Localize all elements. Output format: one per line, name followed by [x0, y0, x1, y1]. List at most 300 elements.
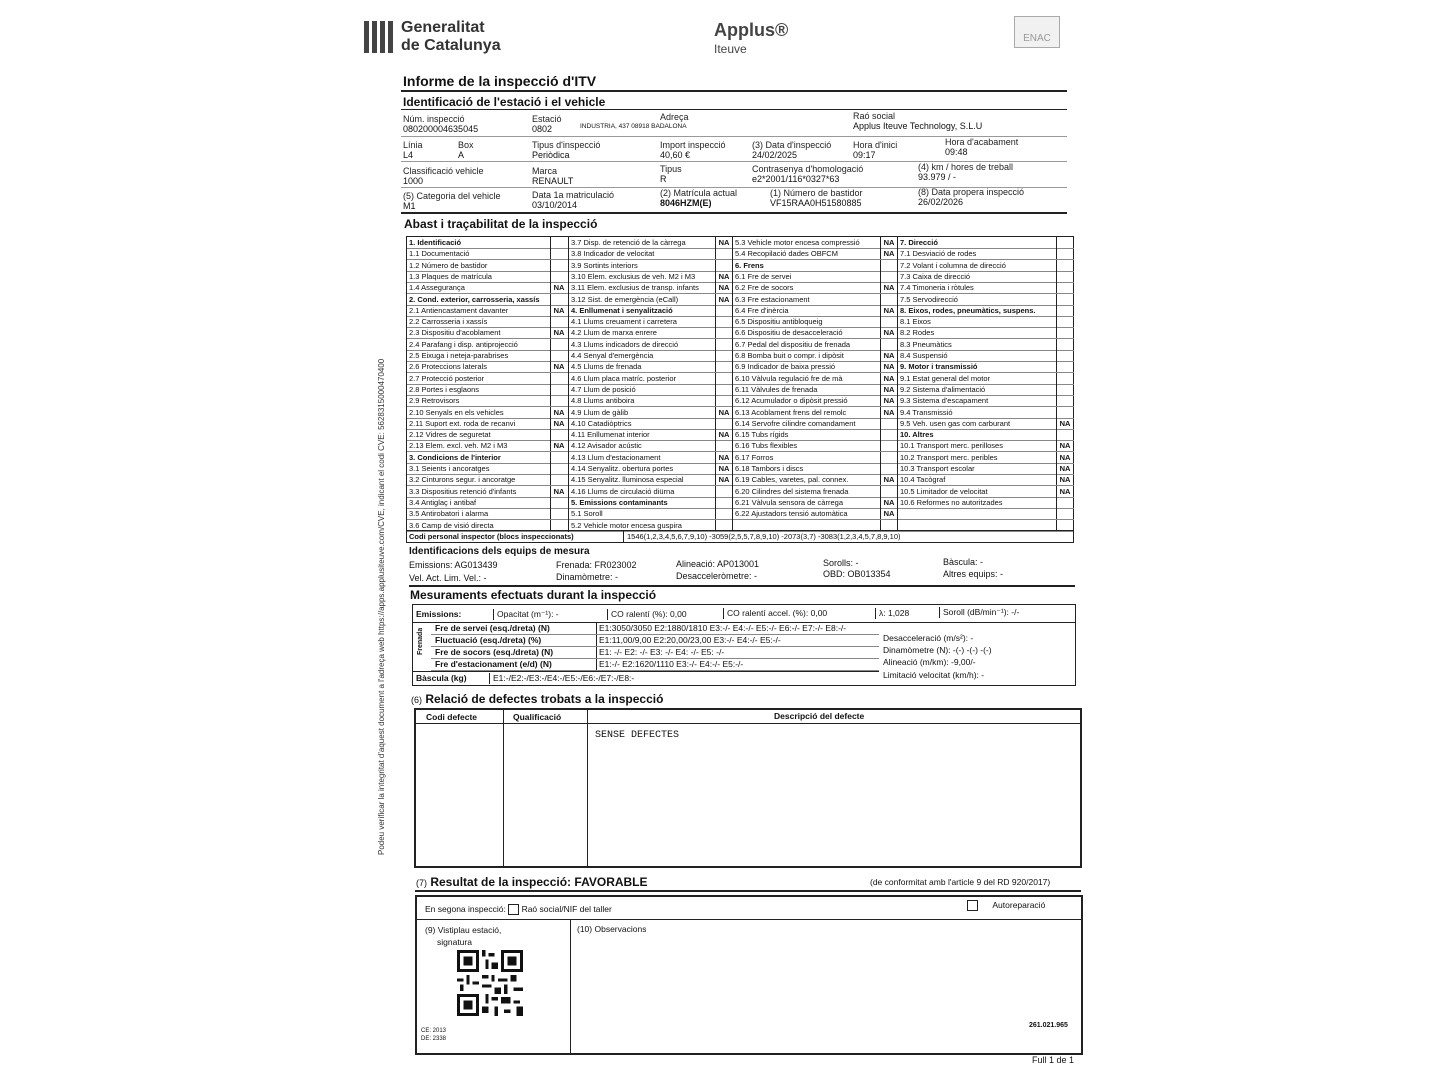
scope-item-na	[550, 429, 567, 440]
scope-item-label: 4.6 Llum placa matríc. posterior	[571, 373, 677, 383]
scope-item	[733, 361, 898, 373]
scope-item-na	[550, 260, 567, 271]
field-marca: Marca RENAULT	[532, 166, 574, 186]
field-tipus-inspeccio: Tipus d'inspecció Periòdica	[532, 140, 601, 160]
result-prefix: (7)	[416, 878, 427, 888]
defects-title	[411, 692, 663, 706]
scope-item-label: 10.6 Reformes no autoritzades	[900, 497, 1003, 507]
scope-item	[733, 474, 898, 486]
scope-item-na	[550, 350, 567, 361]
scope-item-na	[715, 373, 732, 384]
scope-item-label: 9. Motor i transmissió	[900, 362, 978, 372]
scope-item	[733, 440, 898, 452]
scope-item	[407, 350, 568, 362]
scope-item	[733, 237, 898, 249]
scope-item	[898, 237, 1074, 249]
scope-item-na	[1056, 520, 1073, 531]
field-box: Box A	[458, 140, 474, 160]
scope-item	[407, 327, 568, 339]
scope-item-na	[1056, 305, 1073, 316]
alineacio-value: Alineació (m/km): -9,00/-	[883, 657, 976, 667]
page-indicator: Full 1 de 1	[1032, 1055, 1075, 1065]
scope-item-label: 4.11 Enllumenat interior	[571, 430, 650, 440]
scope-item-na	[1056, 248, 1073, 259]
scope-item	[733, 486, 898, 498]
field-data-matriculacio: Data 1a matriculació 03/10/2014	[532, 190, 615, 210]
scope-column	[732, 237, 898, 531]
scope-item-na	[550, 271, 567, 282]
scope-item	[733, 305, 898, 317]
autoreparacio-checkbox[interactable]	[967, 900, 978, 911]
scope-item	[898, 497, 1074, 509]
scope-item-na	[880, 463, 897, 474]
brake-row-value: E1:11,00/9,00 E2:20,00/23,00 E3:-/- E4:-/- E5:-/-	[596, 635, 781, 646]
scope-item-na	[880, 294, 897, 305]
scope-item-label: 6.10 Vàlvula regulació fre de mà	[735, 373, 843, 383]
scope-item-label: 10.1 Transport merc. perilloses	[900, 441, 1003, 451]
equip-bascula: Bàscula: -	[943, 557, 984, 567]
scope-item	[407, 508, 568, 520]
scope-item	[898, 361, 1074, 373]
scope-item-label: 10. Altres	[900, 430, 934, 440]
scope-item-na	[1056, 373, 1073, 384]
taller-checkbox[interactable]	[508, 904, 519, 915]
scope-item-na: NA	[550, 327, 567, 338]
scope-item-na: NA	[880, 350, 897, 361]
scope-column	[897, 237, 1074, 531]
scope-item-label: 5.4 Recopilació dades OBFCM	[735, 249, 838, 259]
scope-item	[569, 248, 733, 260]
scope-item	[733, 418, 898, 430]
scope-item-label: 2.5 Eixuga i neteja-parabrises	[409, 351, 509, 360]
scope-item	[569, 271, 733, 283]
scope-item	[898, 384, 1074, 396]
scope-item-na	[550, 294, 567, 305]
dinamometre-value: Dinamòmetre (N): -(-) -(-) -(-)	[883, 645, 992, 655]
scope-item-label: 7. Direcció	[900, 238, 938, 247]
scope-item-label: 4.14 Senyalitz. obertura portes	[571, 464, 674, 473]
scope-item-label: 9.2 Sistema d'alimentació	[900, 384, 986, 394]
scope-item	[898, 282, 1074, 294]
equip-frenada: Frenada: FR023002	[556, 560, 637, 570]
document-title: Informe de la inspecció d'ITV	[403, 73, 597, 89]
scope-item-label: 4.2 Llum de marxa enrere	[571, 328, 657, 338]
scope-item-na	[715, 260, 732, 271]
scope-item-label: 10.5 Limitador de velocitat	[900, 486, 988, 496]
observacions-label: (10) Observacions	[577, 924, 647, 934]
scope-item	[898, 395, 1074, 407]
scope-item-na	[1056, 350, 1073, 361]
verification-side-text: Podeu verificar la integritat d'aquest document a l'adreça web https://apps.applusiteuve.com/CVE, indicant el codi CVE: 5628315000470400	[377, 358, 386, 855]
scope-item	[407, 237, 568, 249]
field-hora-inici: Hora d'inici 09:17	[853, 140, 898, 160]
scope-item-na	[715, 327, 732, 338]
scope-item-na: NA	[550, 418, 567, 429]
scope-item-na: NA	[880, 237, 897, 248]
scope-item	[733, 339, 898, 351]
scope-item	[569, 407, 733, 419]
scope-item	[407, 429, 568, 441]
scope-item-na: NA	[1056, 463, 1073, 474]
scope-item-label: 6. Frens	[735, 260, 764, 270]
scope-item	[733, 463, 898, 475]
scope-item-label: 3.6 Camp de visió directa	[409, 520, 494, 530]
field-matricula: (2) Matrícula actual 8046HZM(E)	[660, 188, 738, 208]
scope-item-label: 10.2 Transport merc. peribles	[900, 452, 998, 462]
visti-plau-line-2: signatura	[437, 937, 472, 947]
scope-item-label: 4.4 Senyal d'emergència	[571, 351, 654, 360]
scope-item	[898, 474, 1074, 486]
defect-entry: SENSE DEFECTES	[595, 730, 680, 741]
scope-item-na	[715, 418, 732, 429]
field-linia: Línia L4	[403, 140, 423, 160]
scope-item-na: NA	[1056, 440, 1073, 451]
equip-sorolls: Sorolls: -	[823, 558, 859, 568]
scope-item-label: 8.4 Suspensió	[900, 351, 948, 360]
scope-item	[407, 474, 568, 486]
scope-item-na	[715, 316, 732, 327]
scope-item-na: NA	[880, 474, 897, 485]
scope-item	[733, 260, 898, 272]
field-data-inspeccio: (3) Data d'inspecció 24/02/2025	[752, 140, 832, 160]
scope-item	[569, 350, 733, 362]
scope-item-na	[880, 339, 897, 350]
scope-item-na	[715, 395, 732, 406]
scope-item-label: 3.7 Disp. de retenció de la càrrega	[571, 238, 686, 247]
scope-item-label: 2.13 Elem. excl. veh. M2 i M3	[409, 441, 508, 451]
scope-item	[569, 429, 733, 441]
co-accel-value: CO ralentí accel. (%): 0,00	[723, 608, 827, 619]
scope-item-label: 6.7 Pedal del dispositiu de frenada	[735, 339, 851, 349]
scope-item-na: NA	[880, 248, 897, 259]
brake-row-value: E1:-/- E2:1620/1110 E3:-/- E4:-/- E5:-/-	[596, 659, 743, 670]
scope-item	[898, 294, 1074, 306]
scope-item-na: NA	[880, 508, 897, 519]
scope-item-label: 7.1 Desviació de rodes	[900, 249, 977, 259]
scope-item-label: 4.7 Llum de posició	[571, 384, 636, 394]
scope-item-na	[715, 440, 732, 451]
scope-item-label: 1.2 Número de bastidor	[409, 260, 488, 270]
scope-item	[569, 361, 733, 373]
applus-logo: Applus®	[714, 20, 789, 40]
scope-item-na: NA	[1056, 486, 1073, 497]
measurements-title: Mesuraments efectuats durant la inspecció	[410, 588, 657, 602]
scope-item-label: 2.6 Proteccions laterals	[409, 362, 487, 372]
scope-item-label: 4.13 Llum d'estacionament	[571, 452, 661, 462]
scope-checklist-grid	[406, 236, 1074, 532]
scope-item	[407, 395, 568, 407]
identification-section-title: Identificació de l'estació i el vehicle	[403, 95, 606, 109]
scope-item-na: NA	[880, 373, 897, 384]
scope-item-label: 6.8 Bomba buit o compr. i dipòsit	[735, 351, 844, 360]
field-propera-inspeccio: (8) Data propera inspecció 26/02/2026	[918, 187, 1025, 207]
scope-item-label: 7.3 Caixa de direcció	[900, 271, 971, 281]
field-bastidor: (1) Número de bastidor VF15RAA0H51580885	[770, 188, 863, 208]
scope-item-na: NA	[715, 271, 732, 282]
equip-desaccelerometre: Desacceleròmetre: -	[676, 571, 758, 581]
brake-row-value: E1: -/- E2: -/- E3: -/- E4: -/- E5: -/-	[596, 647, 724, 658]
scope-item-label: 6.14 Servofre cilindre comandament	[735, 418, 856, 428]
scope-item-na	[880, 452, 897, 463]
scope-section-title: Abast i traçabilitat de la inspecció	[404, 217, 598, 231]
limitacio-value: Limitació velocitat (km/h): -	[883, 670, 985, 680]
scope-item	[898, 452, 1074, 464]
scope-item	[407, 271, 568, 283]
scope-item-na: NA	[715, 294, 732, 305]
scope-item-na: NA	[1056, 452, 1073, 463]
scope-item-na	[550, 237, 567, 248]
scope-item-label: 2.11 Suport ext. roda de recanvi	[409, 418, 516, 428]
scope-item	[898, 373, 1074, 385]
scope-item	[407, 260, 568, 272]
scope-item	[407, 452, 568, 464]
scope-item-label: 1.4 Assegurança	[409, 283, 465, 293]
scope-item	[407, 373, 568, 385]
result-legal-note: (de conformitat amb l'article 9 del RD 920/2017)	[870, 877, 1051, 887]
scope-item	[733, 316, 898, 328]
scope-item	[569, 418, 733, 430]
scope-item-label: 8.2 Rodes	[900, 328, 935, 338]
scope-item	[569, 339, 733, 351]
scope-item-na: NA	[715, 463, 732, 474]
scope-item-na	[550, 520, 567, 531]
codi-inspector-row	[406, 530, 1074, 543]
scope-item-label: 5. Emissions contaminants	[571, 497, 668, 507]
scope-item	[898, 339, 1074, 351]
lambda-value: λ: 1,028	[875, 608, 909, 619]
field-import: Import inspecció 40,60 €	[660, 140, 726, 160]
scope-item-label: 6.12 Acumulador o dipòsit pressió	[735, 396, 848, 406]
scope-item-na: NA	[550, 361, 567, 372]
brake-row-label: Fluctuació (esq./dreta) (%)	[435, 635, 542, 645]
desacceleracio-value: Desacceleració (m/s²): -	[883, 633, 974, 643]
scope-item-na	[715, 508, 732, 519]
scope-item-na	[715, 339, 732, 350]
scope-item	[733, 373, 898, 385]
equip-dinamometre: Dinamòmetre: -	[556, 572, 619, 582]
scope-item	[733, 327, 898, 339]
scope-item-label: 2.8 Portes i esglaons	[409, 384, 480, 394]
scope-item-na	[715, 520, 732, 531]
scope-item-label: 6.13 Acoblament frens del remolc	[735, 407, 847, 417]
scope-item-label: 1.1 Documentació	[409, 249, 470, 259]
scope-item	[569, 474, 733, 486]
scope-item-na: NA	[715, 237, 732, 248]
applus-subtitle: Iteuve	[714, 42, 747, 56]
scope-item	[569, 486, 733, 498]
scope-item-label: 4.8 Llums antiboira	[571, 396, 635, 406]
scope-item	[407, 305, 568, 317]
equip-altres: Altres equips: -	[943, 569, 1004, 579]
scope-item	[569, 395, 733, 407]
scope-item-label: 6.2 Fre de socors	[735, 283, 794, 293]
scope-item-na: NA	[715, 407, 732, 418]
scope-item-label: 3.1 Seients i ancoratges	[409, 464, 490, 473]
scope-item-label: 3.5 Antirobatori i alarma	[409, 509, 489, 519]
scope-item-label: 6.1 Fre de servei	[735, 271, 792, 281]
scope-item-na	[715, 361, 732, 372]
scope-item-label: 6.3 Fre estacionament	[735, 294, 810, 304]
scope-item-label: 1. Identificació	[409, 238, 462, 247]
scope-item-na	[550, 395, 567, 406]
scope-item	[569, 282, 733, 294]
field-hora-acabament: Hora d'acabament 09:48	[945, 137, 1019, 157]
scope-item-label: 3.3 Dispositius retenció d'infants	[409, 486, 517, 496]
scope-item	[898, 305, 1074, 317]
scope-item	[898, 260, 1074, 272]
second-inspection-label: En segona inspecció:	[425, 904, 506, 914]
scope-item	[569, 316, 733, 328]
scope-item-label: 6.22 Ajustadors tensió automàtica	[735, 509, 848, 519]
taller-label: Raó social/NIF del taller	[521, 904, 612, 914]
scope-item	[407, 463, 568, 475]
scope-column	[407, 237, 568, 531]
scope-item-label: 2.4 Parafang i disp. antiprojecció	[409, 339, 518, 349]
scope-item	[569, 440, 733, 452]
scope-item-na	[880, 520, 897, 531]
scope-item-na: NA	[550, 486, 567, 497]
scope-item-na	[550, 463, 567, 474]
scope-item-label: 4.16 Llums de circulació diürna	[571, 486, 675, 496]
scope-item-label: 2.10 Senyals en els vehicles	[409, 407, 504, 417]
scope-item	[407, 316, 568, 328]
field-categoria: (5) Categoria del vehicle M1	[403, 191, 501, 211]
scope-item-na: NA	[1056, 474, 1073, 485]
qr-code-icon	[457, 950, 523, 1016]
scope-item	[898, 418, 1074, 430]
scope-item	[569, 260, 733, 272]
generalitat-line-2: de Catalunya	[401, 37, 501, 54]
scope-item	[733, 384, 898, 396]
generalitat-logo-icon	[362, 19, 396, 55]
scope-item-na: NA	[880, 305, 897, 316]
scope-item-label: 9.1 Estat general del motor	[900, 373, 991, 383]
scope-item-na	[550, 248, 567, 259]
scope-item-na	[715, 384, 732, 395]
scope-item-na	[880, 429, 897, 440]
scope-item-label: 9.5 Veh. usen gas com carburant	[900, 418, 1011, 428]
field-adreca: Adreça INDUSTRIA, 437 08918 BADALONA	[580, 112, 689, 130]
scope-item-label: 2. Cond. exterior, carrosseria, xassís	[409, 294, 540, 304]
scope-item-na: NA	[550, 282, 567, 293]
scope-item	[733, 395, 898, 407]
scope-item	[407, 282, 568, 294]
scope-item-label: 3.10 Elem. exclusius de veh. M2 i M3	[571, 271, 696, 281]
scope-item	[569, 508, 733, 520]
scope-item	[569, 327, 733, 339]
scope-item-na	[550, 474, 567, 485]
scope-item-na	[715, 497, 732, 508]
scope-item-na	[1056, 339, 1073, 350]
scope-item-na: NA	[715, 452, 732, 463]
scope-item-na	[1056, 407, 1073, 418]
scope-item-label: 1.3 Plaques de matrícula	[409, 271, 492, 281]
scope-item-label: 6.6 Dispositiu de desacceleració	[735, 328, 843, 338]
scope-item-na	[1056, 271, 1073, 282]
enac-logo-icon: ENAC	[1014, 16, 1060, 48]
defects-title-text: Relació de defectes trobats a la inspecció	[425, 692, 664, 706]
scope-item-na	[1056, 497, 1073, 508]
emissions-label: Emissions:	[416, 609, 462, 619]
scope-item	[733, 452, 898, 464]
scope-item-label: 4. Enllumenat i senyalització	[571, 305, 673, 315]
scope-item-na	[880, 316, 897, 327]
scope-item-na	[550, 339, 567, 350]
scope-item-na	[880, 271, 897, 282]
scope-item-na	[1056, 237, 1073, 248]
scope-item-na	[1056, 316, 1073, 327]
scope-item	[569, 463, 733, 475]
equip-alineacio: Alineació: AP013001	[676, 559, 760, 569]
bascula-label: Bàscula (kg)	[416, 673, 467, 683]
scope-item-label: 5.1 Soroll	[571, 509, 603, 519]
scope-item-label: 6.5 Dispositiu antibloqueig	[735, 317, 823, 327]
scope-item-label: 4.5 Llums de frenada	[571, 362, 642, 372]
scope-item-na: NA	[550, 440, 567, 451]
scope-item-na: NA	[715, 282, 732, 293]
scope-item	[898, 486, 1074, 498]
result-heading	[416, 875, 648, 889]
scope-item-label: 4.15 Senyalitz. lluminosa especial	[571, 475, 684, 485]
scope-item-na: NA	[1056, 418, 1073, 429]
scope-item-na	[550, 508, 567, 519]
scope-item	[569, 384, 733, 396]
scope-item	[407, 339, 568, 351]
generalitat-line-1: Generalitat	[401, 19, 485, 36]
scope-item	[898, 407, 1074, 419]
scope-item-label: 3.2 Cinturons segur. i ancoratge	[409, 475, 516, 485]
scope-item-label: 6.4 Fre d'inèrcia	[735, 305, 789, 315]
co-ralenti-value: CO ralentí (%): 0,00	[607, 609, 687, 620]
scope-item	[898, 429, 1074, 441]
scope-item-label: 3.8 Indicador de velocitat	[571, 249, 655, 259]
scope-item-na	[550, 373, 567, 384]
visti-plau-line-1: (9) Vistiplau estació,	[425, 925, 502, 935]
scope-item-na	[715, 305, 732, 316]
scope-item-na	[1056, 429, 1073, 440]
equip-vel: Vel. Act. Lim. Vel.: -	[409, 573, 487, 583]
scope-item-label: 7.4 Timoneria i ròtules	[900, 283, 974, 293]
scope-item-label: 6.15 Tubs rígids	[735, 430, 789, 440]
scope-item	[733, 429, 898, 441]
scope-item	[733, 508, 898, 520]
scope-item-label: 3. Condicions de l'interior	[409, 452, 501, 462]
scope-item-na: NA	[715, 474, 732, 485]
opacitat-value: Opacitat (m⁻¹): -	[493, 609, 559, 620]
scope-item-na: NA	[880, 282, 897, 293]
brake-row-label: Fre de servei (esq./dreta) (N)	[435, 623, 550, 633]
scope-item-label: 2.7 Protecció posterior	[409, 373, 485, 383]
brake-row-label: Fre de socors (esq./dreta) (N)	[435, 647, 554, 657]
scope-item-label: 7.2 Volant i columna de direcció	[900, 260, 1006, 270]
scope-item-na: NA	[880, 497, 897, 508]
frenada-vertical-label: Frenada	[417, 627, 424, 655]
scope-item-na	[1056, 384, 1073, 395]
scope-item	[407, 361, 568, 373]
scope-item-label: 9.3 Sistema d'escapament	[900, 396, 989, 406]
scope-item-na	[1056, 361, 1073, 372]
scope-item	[733, 350, 898, 362]
scope-item-na	[1056, 327, 1073, 338]
scope-item-label: 9.4 Transmissió	[900, 407, 953, 417]
field-tipus: Tipus R	[660, 164, 682, 184]
scope-item-label: 3.4 Antiglaç i antibaf	[409, 497, 477, 507]
codi-inspector-label: Codi personal inspector (blocs inspeccionats)	[409, 532, 574, 541]
result-label: Resultat de la inspecció:	[430, 875, 572, 889]
scope-item	[407, 486, 568, 498]
field-km-hores: (4) km / hores de treball 93.979 / -	[918, 162, 1014, 182]
scope-item	[407, 248, 568, 260]
